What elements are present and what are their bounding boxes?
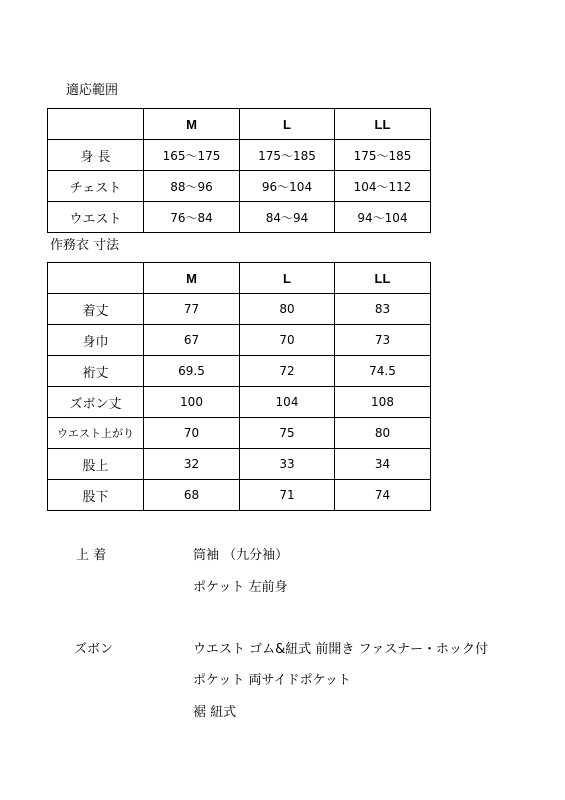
table-header-row: [48, 263, 431, 294]
row-label: 股下: [48, 480, 144, 511]
column-header-ll: LL: [335, 109, 431, 140]
table-cell: 80: [335, 418, 431, 449]
table-cell: 74.5: [335, 356, 431, 387]
table-cell: 73: [335, 325, 431, 356]
table-cell: 33: [240, 449, 335, 480]
table-cell: 70: [144, 418, 240, 449]
table-cell: 67: [144, 325, 240, 356]
table-row: [48, 418, 431, 449]
dimensions-title: 作務衣 寸法: [50, 238, 120, 253]
table-cell: 165〜175: [144, 140, 240, 171]
table-cell: 71: [240, 480, 335, 511]
table-cell: 88〜96: [144, 171, 240, 202]
table-cell: 72: [240, 356, 335, 387]
table-cell: 74: [335, 480, 431, 511]
row-label: 身巾: [48, 325, 144, 356]
table-cell: 108: [335, 387, 431, 418]
pants-waist-spec: ウエスト ゴム&紐式 前開き ファスナー・ホック付: [193, 642, 489, 657]
pants-label: ズボン: [74, 642, 114, 657]
corner-cell: [48, 263, 144, 294]
table-row: [48, 480, 431, 511]
table-cell: 77: [144, 294, 240, 325]
table-cell: 104: [240, 387, 335, 418]
row-label: チェスト: [48, 171, 144, 202]
table-cell: 68: [144, 480, 240, 511]
table-cell: 69.5: [144, 356, 240, 387]
column-header-m: M: [144, 263, 240, 294]
jacket-pocket-spec: ポケット 左前身: [193, 580, 288, 595]
table-row: [48, 356, 431, 387]
table-cell: 96〜104: [240, 171, 335, 202]
pants-pocket-spec: ポケット 両サイドポケット: [193, 673, 351, 688]
fit-range-table: [47, 108, 431, 233]
jacket-sleeve-spec: 筒袖 （九分袖）: [193, 548, 289, 563]
row-label: 身 長: [48, 140, 144, 171]
table-cell: 83: [335, 294, 431, 325]
column-header-l: L: [240, 109, 335, 140]
table-header-row: [48, 109, 431, 140]
table-cell: 80: [240, 294, 335, 325]
row-label: 股上: [48, 449, 144, 480]
column-header-ll: LL: [335, 263, 431, 294]
table-cell: 175〜185: [335, 140, 431, 171]
row-label: ウエスト上がり: [48, 418, 144, 449]
column-header-m: M: [144, 109, 240, 140]
row-label: 着丈: [48, 294, 144, 325]
fit-range-title: 適応範囲: [66, 83, 119, 98]
table-row: [48, 325, 431, 356]
table-cell: 32: [144, 449, 240, 480]
corner-cell: [48, 109, 144, 140]
table-row: [48, 449, 431, 480]
table-cell: 75: [240, 418, 335, 449]
table-row: [48, 171, 431, 202]
column-header-l: L: [240, 263, 335, 294]
table-cell: 104〜112: [335, 171, 431, 202]
table-cell: 70: [240, 325, 335, 356]
row-label: ズボン丈: [48, 387, 144, 418]
table-cell: 94〜104: [335, 202, 431, 233]
table-row: [48, 294, 431, 325]
table-cell: 84〜94: [240, 202, 335, 233]
table-cell: 34: [335, 449, 431, 480]
row-label: 裄丈: [48, 356, 144, 387]
table-row: [48, 387, 431, 418]
table-cell: 76〜84: [144, 202, 240, 233]
table-cell: 100: [144, 387, 240, 418]
table-row: [48, 140, 431, 171]
row-label: ウエスト: [48, 202, 144, 233]
jacket-label: 上 着: [76, 548, 107, 563]
table-row: [48, 202, 431, 233]
pants-hem-spec: 裾 紐式: [193, 705, 237, 720]
dimensions-table: [47, 262, 431, 511]
table-cell: 175〜185: [240, 140, 335, 171]
